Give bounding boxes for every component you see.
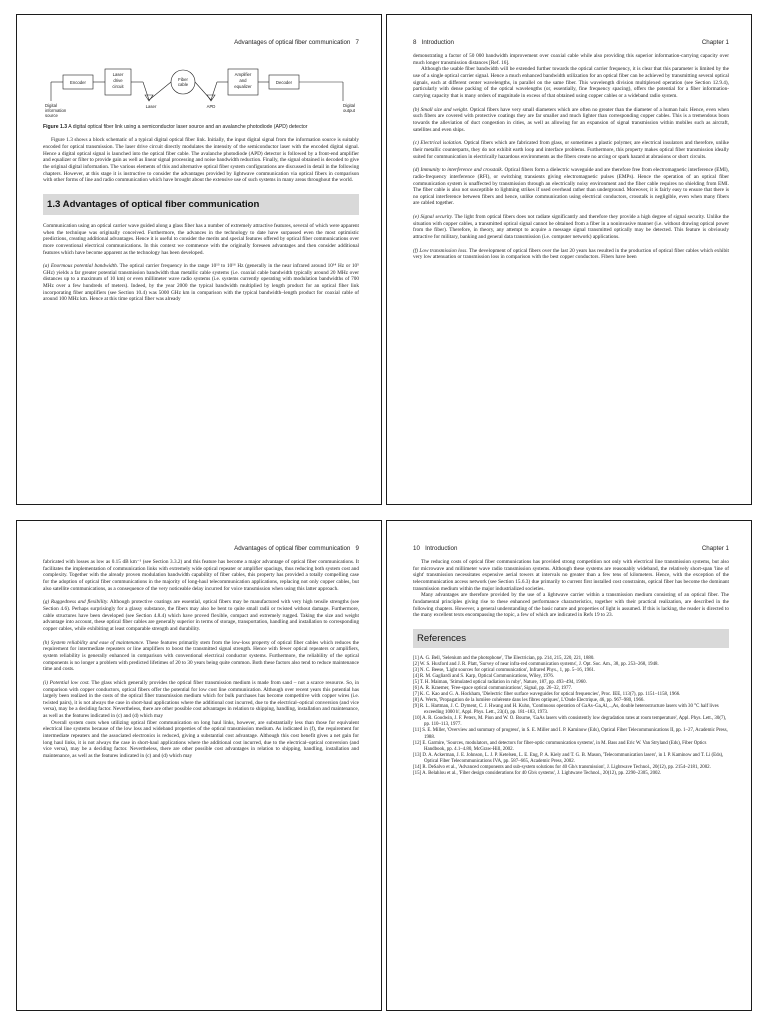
paragraph-label: (c) Electrical isolation.: [413, 140, 463, 147]
reference-item: [7] K. C. Kao and G. A. Hockham, 'Dielectric fiber surface waveguides for optical frequencies', Proc. IEE, 113(7), pp. 1151–1158, 1966.: [413, 692, 681, 698]
paragraph-label: (b) Small size and weight.: [413, 106, 469, 113]
digital-output-label-2: output: [343, 108, 355, 113]
body-paragraph: [413, 214, 729, 241]
figure-caption-label: Figure 1.3: [43, 124, 68, 130]
page-number: 7: [355, 39, 359, 46]
reference-item: [13] D. A. Ackerman, J. E. Johnson, L. J. P. Ketelsen, L. E. Eng, P. A. Kiely and T. G. B. Mason, 'Telecommunication lasers', in I. P. Kaminow and T. Li (Eds), Optical Fiber Telecommunications IVA, pp. 587–665, Academic Press, 2002.: [413, 752, 724, 764]
reference-item: [5] T. H. Maiman, 'Stimulated optical radiation in ruby', Nature, 187, pp. 493–494, 1960.: [413, 680, 587, 686]
reference-item: [9] R. L. Hartman, J. C. Dyment, C. J. Hwang and H. Kuhn, 'Continuous operation of GaAs–GaₓAl₁₋ₓAs, double heterostructure lasers with 30 °C half lives exceeding 1000 h', Appl. Phys. Lett., 23(4), pp. 181–183, 1973.: [413, 704, 719, 716]
running-header-left: [413, 545, 457, 552]
paragraph-text: Optical fibers have very small diameters which are often no greater than the diameter of a human hair. Hence, even when such fibers are covered with protective coatings they are far smaller and much lighter than corresponding copper cables. This is a tremendous boon towards the alleviation of duct congestion in cities, as well as allowing for an expansion of signal transmission within mobiles such as aircraft, satellites and even ships.: [413, 106, 729, 133]
body-paragraph: [413, 140, 729, 160]
laser-drive-label-3: circuit: [112, 84, 124, 89]
body-paragraph: [43, 640, 359, 673]
reference-item: [6] A. R. Kraemer, 'Free-space optical communications', Signal, pp. 26–32, 1977.: [413, 686, 573, 692]
paragraph-label: (i) Potential low cost.: [43, 679, 90, 686]
body-paragraph: The reducing costs of optical fiber communications has provided strong competition not only with electrical line transmission systems, but also for microwave and millimeter wave radio transmission systems. Although these systems are reasonably wideband, the relatively short-span 'line of sight' transmission necessitates expensive aerial towers at intervals no greater than a few tens of kilometers. Hence, with the exception of the telecommunication access network (see Section 15.6.3) due primarily to current first installed cost constraints, optical fiber has become the dominant transmission medium within the major industrialized societies.: [413, 559, 729, 592]
digital-source-label-1: Digital: [45, 103, 57, 108]
running-header-right: [234, 545, 359, 552]
amplifier-label-2: and: [239, 78, 247, 83]
reference-item: [1] A. G. Bell, 'Selenium and the photophone', The Electrician, pp. 214, 215, 220, 221, 1880.: [413, 655, 595, 661]
paragraph-label: (f) Low transmission loss.: [413, 247, 468, 254]
section-heading: 1.3 Advantages of optical fiber communication: [43, 194, 359, 215]
body-paragraph: [413, 107, 729, 134]
apd-icon: [207, 95, 215, 101]
fiber-label-2: cable: [177, 82, 189, 87]
paragraph-label: (h) System reliability and ease of maintenance.: [43, 639, 145, 646]
fiber-link-diagram: [43, 55, 359, 121]
paragraph-text: These features primarily stem from the low-loss property of optical fiber cables which reduces the requirement for intermediate repeaters or line amplifiers to boost the transmitted signal strength. Hence with fewer optical repeaters or amplifiers, system reliability is generally enhanced in comparison with conventional electrical conductor systems. Furthermore, the reliability of the optical components is no longer a problem with predicted lifetimes of 20 to 30 years being quite common. Both these factors also tend to reduce maintenance time and costs.: [43, 639, 359, 673]
laser-label: Laser: [145, 104, 157, 109]
amplifier-label-1: Amplifier: [234, 72, 252, 77]
reference-list: [413, 656, 729, 777]
body-paragraph: demonstrating a factor of 50 000 bandwidth improvement over coaxial cable while also providing this superior information-carrying capacity over much longer transmission distances [Ref. 16].: [413, 53, 729, 66]
paragraph-label: (d) Immunity to interference and crosstalk.: [413, 167, 504, 174]
book-page-7: [16, 14, 382, 505]
page-body: [43, 53, 359, 496]
digital-output-label-1: Digital: [343, 103, 355, 108]
figure-caption: [43, 124, 359, 130]
body-paragraph: Figure 1.3 shows a block schematic of a typical digital optical fiber link. Initially, the input digital signal from the information source is suitably encoded for optical transmission. The laser drive circuit directly modulates the intensity of the semiconductor laser with the encoded digital signal. Hence a digital optical signal is launched into the optical fiber cable. The avalanche photodiode (APD) detector is followed by a front-end amplifier and equalizer or filter to provide gain as well as linear signal processing and noise bandwidth reduction. Finally, the signal obtained is decoded to give the original digital information. The various elements of this and alternative optical fiber system configurations are discussed in detail in the following chapters. However, at this stage it is instructive to consider the advantages provided by lightwave communication via optical fibers in comparison with other forms of line and radio communication which have brought about the extensive use of such systems in many areas throughout the world.: [43, 137, 359, 184]
running-header-left: [413, 39, 454, 46]
digital-source-label-3: source: [45, 113, 58, 118]
fiber-label-1: Fiber: [178, 77, 188, 82]
apd-label: APD: [206, 104, 216, 109]
header-title: Introduction: [425, 545, 458, 552]
reference-item: [4] R. M. Gagliardi and S. Karp, Optical Communications, Wiley, 1976.: [413, 674, 555, 680]
digital-source-label-2: information: [45, 108, 67, 113]
body-paragraph: [413, 248, 729, 261]
header-title: Advantages of optical fiber communication: [234, 39, 351, 46]
references-heading: References: [413, 629, 729, 648]
amplifier-label-3: equalizer: [234, 84, 252, 89]
chapter-label: Chapter 1: [701, 545, 729, 552]
figure-caption-text: A digital optical fiber link using a semiconductor laser source and an avalanche photodiode (APD) detector: [67, 124, 308, 130]
paragraph-text: The light from optical fibers does not radiate significantly and therefore they provide a high degree of signal security. Unlike the situation with copper cables, a transmitted optical signal cannot be obtained from a fiber in a noninvasive manner (i.e. without drawing optical power from the fiber). Therefore, in theory, any attempt to acquire a message signal transmitted optically may be detected. This feature is obviously attractive for military, banking and general data transmission (i.e. computer network) applications.: [413, 214, 729, 241]
running-header: [43, 39, 359, 49]
running-header: [43, 545, 359, 555]
running-header: [413, 39, 729, 49]
laser-drive-label-1: Laser: [112, 72, 124, 77]
body-paragraph: [43, 263, 359, 303]
running-header-right: [234, 39, 359, 46]
reference-item: [10] A. R. Goodwin, J. F. Peters, M. Pion and W. O. Bourne, 'GaAs lasers with consistently low degradation rates at room temperature', Appl. Phys. Lett., 30(7), pp. 110–113, 1977.: [413, 716, 727, 728]
page-body: [413, 53, 729, 496]
body-paragraph: Although the usable fiber bandwidth will be extended further towards the optical carrier frequency, it is clear that this parameter is limited by the use of a single optical carrier signal. Hence a much enhanced bandwidth utilization for an optical fiber can be achieved by transmitting several optical signals, each at different center wavelengths, in parallel on the same fiber. This wavelength division multiplexed operation (see Section 12.9.4), particularly with dense packing of the optical wavelengths (or, essentially, fine frequency spacing), offers the potential for a fiber information-carrying capacity that is many orders of magnitude in excess of that obtained using copper cables or a wideband radio system.: [413, 66, 729, 99]
paragraph-text: The glass which generally provides the optical fiber transmission medium is made from sand – not a scarce resource. So, in comparison with copper conductors, optical fibers offer the potential for low cost line communication. Although over recent years this potential has largely been realized in the costs of the optical fiber transmission medium which for bulk purchases has become competitive with copper wires (i.e. twisted pairs), it is not always the case in short-haul applications where the additional cost incurred, due to the electrical–optical conversion (and vice versa), may be a deciding factor. Nevertheless, there are other possible cost advantages in relation to shipping, handling, installation and maintenance, as well as the features indicated in (c) and (d) which may: [43, 679, 359, 720]
reference-item: [12] E. Garmire, 'Sources, modulators, and detectors for fiber-optic communication systems', in M. Bass and Eric W. Van Stryland (Eds), Fiber Optics Handbook, pp. 4.1–4.80, McGraw-Hill, 2002.: [413, 740, 707, 752]
header-title: Introduction: [421, 39, 454, 46]
paragraph-text: The optical carrier frequency in the range 10¹³ to 10¹⁶ Hz (generally in the near infrared around 10¹⁴ Hz or 10⁵ GHz) yields a far greater potential transmission bandwidth than metallic cable systems (i.e. coaxial cable bandwidth typically around 20 MHz over distances up to a maximum of 10 km) or even millimeter wave radio systems (i.e. systems currently operating with modulation bandwidths of 700 MHz over a few hundreds of meters). Indeed, by the year 2000 the typical bandwidth multiplied by length product for an optical fiber link incorporating fiber amplifiers (see Section 10.4) was 5000 GHz km in comparison with the typical bandwidth–length product for coaxial cable of around 100 MHz km. Hence at this time optical fiber was already: [43, 263, 359, 303]
body-paragraph: fabricated with losses as low as 0.15 dB km⁻¹ (see Section 3.3.2) and this feature has become a major advantage of optical fiber communications. It facilitates the implementation of communication links with extremely wide optical repeater or amplifier spacings, thus reducing both system cost and complexity. Together with the already proven modulation bandwidth capability of fiber cables, this property has provided a totally compelling case for the adoption of optical fiber communications in the majority of long-haul telecommunication applications, replacing not only copper cables, but also satellite communications, as a consequence of the very noticeable delay incurred for voice transmission when using this latter approach.: [43, 559, 359, 592]
laser-drive-label-2: drive: [113, 78, 123, 83]
body-paragraph: [43, 599, 359, 632]
reference-item: [8] A. Werts, 'Propagation de la lumière cohérente dans les fibres optiques', L'Onde Electrique, 46, pp. 967–980, 1966.: [413, 698, 645, 704]
body-paragraph: [43, 680, 359, 720]
page-body: [43, 559, 359, 1002]
page-number: 10: [413, 545, 420, 552]
book-page-9: [16, 520, 382, 1011]
reference-item: [11] S. E. Miller, 'Overview and summary of progress', in S. E. Miller and I. P. Kaminow (Eds), Optical Fiber Telecommunications II, pp. 1–27, Academic Press, 1988.: [413, 728, 728, 740]
paragraph-text: Optical fibers form a dielectric waveguide and are therefore free from electromagnetic interference (EMI), radio-frequency interference (RFI), or switching transients giving electromagnetic pulses (EMPs). Hence the operation of an optical fiber communication system is unaffected by transmission through an electrically noisy environment and the fiber cable requires no shielding from EMI. The fiber cable is also not susceptible to lightning strikes if used overhead rather than underground. Moreover, it is fairly easy to ensure that there is no optical interference between fibers and hence, unlike communication using electrical conductors, crosstalk is negligible, even when many fibers are cabled together.: [413, 167, 729, 207]
body-paragraph: Communication using an optical carrier wave guided along a glass fiber has a number of extremely attractive features, several of which were apparent when the technique was originally conceived. Furthermore, the advances in the technology to date have surpassed even the most optimistic predictions, creating additional advantages. Hence it is useful to consider the merits and special features offered by optical fiber communications over more conventional electrical communications. In this context we commence with the originally foreseen advantages and then consider additional features which have become apparent as the technology has been developed.: [43, 222, 359, 256]
reference-item: [15] A. Belahlou et al., 'Fiber design considerations for 40 Gb/s systems', J. Lightwave Technol., 20(12), pp. 2290–2305, 2002.: [413, 770, 662, 776]
decoder-label: Decoder: [275, 80, 293, 85]
page-number: 9: [355, 545, 359, 552]
paragraph-text: The development of optical fibers over the last 20 years has resulted in the production of optical fiber cables which exhibit very low attenuation or transmission loss in comparison with the best copper conductors. Fibers have been: [413, 247, 729, 261]
body-paragraph: Many advantages are therefore provided by the use of a lightwave carrier within a transmission medium consisting of an optical fiber. The fundamental principles giving rise to these enhanced performance characteristics, together with their practical realization, are described in the following chapters. However, a general understanding of the basic nature and properties of light is assumed. If this is lacking, the reader is directed to the many excellent texts encompassing the topic, a few of which are indicated in Refs 19 to 23.: [413, 592, 729, 619]
body-paragraph: Overall system costs when utilizing optical fiber communication on long haul links, however, are substantially less than those for equivalent electrical line systems because of the low loss and wideband properties of the optical transmission medium. As indicated in (f), the requirement for intermediate repeaters and the associated electronics is reduced, giving a substantial cost advantage. Although this cost benefit gives a net gain for long haul links, it is not always the case in short-haul applications where the additional cost incurred, due to the electrical–optical conversion (and vice versa), may be a deciding factor. Nevertheless, there are other possible cost advantages in relation to shipping, handling, installation and maintenance, as well as the features indicated in (c) and (d) which may: [43, 719, 359, 760]
paragraph-label: (a) Enormous potential bandwidth.: [43, 263, 119, 270]
reference-item: [2] W. S. Huxford and J. R. Platt, 'Survey of near infra-red communication systems', J. Opt. Soc. Am., 38, pp. 253–268, 1948.: [413, 661, 659, 667]
paragraph-text: Although protective coatings are essential, optical fibers may be manufactured with very high tensile strengths (see Section 4.6). Perhaps surprisingly for a glassy substance, the fibers may also be bent to quite small radii or twisted without damage. Furthermore, cable structures have been developed (see Section 4.8.4) which have proved flexible, compact and extremely rugged. Taking the size and weight advantage into account, these optical fiber cables are generally superior in terms of storage, transportation, handling and installation to corresponding copper cables, while exhibiting at least comparable strength and durability.: [43, 599, 359, 632]
page-body: [413, 559, 729, 1002]
paragraph-label: (e) Signal security.: [413, 214, 453, 221]
reference-item: [3] N. C. Beese, 'Light sources for optical communication', Infrared Phys., 1, pp. 5–16, 1961.: [413, 668, 596, 673]
book-page-8: [386, 14, 752, 505]
body-paragraph: [413, 167, 729, 207]
paragraph-text: Optical fibers which are fabricated from glass, or sometimes a plastic polymer, are electrical insulators and therefore, unlike their metallic counterparts, they do not exhibit earth loop and interface problems. Furthermore, this property makes optical fiber transmission ideally suited for communication in electrically hazardous environments as the fibers create no arcing or spark hazard at abrasions or short circuits.: [413, 140, 729, 160]
book-page-10: [386, 520, 752, 1011]
chapter-label: Chapter 1: [701, 39, 729, 46]
page-number: 8: [413, 39, 417, 46]
reference-item: [14] R. DeSalvo et al., 'Advanced components and sub-system solutions for 40 Gb/s transmission', J. Lightwave Technol., 20(12), pp. 2154–2181, 2002.: [413, 764, 711, 770]
encoder-label: Encoder: [69, 80, 87, 85]
header-title: Advantages of optical fiber communication: [234, 545, 351, 552]
running-header: [413, 545, 729, 555]
figure-diagram: [43, 55, 359, 121]
paragraph-label: (g) Ruggedness and flexibility.: [43, 599, 109, 606]
